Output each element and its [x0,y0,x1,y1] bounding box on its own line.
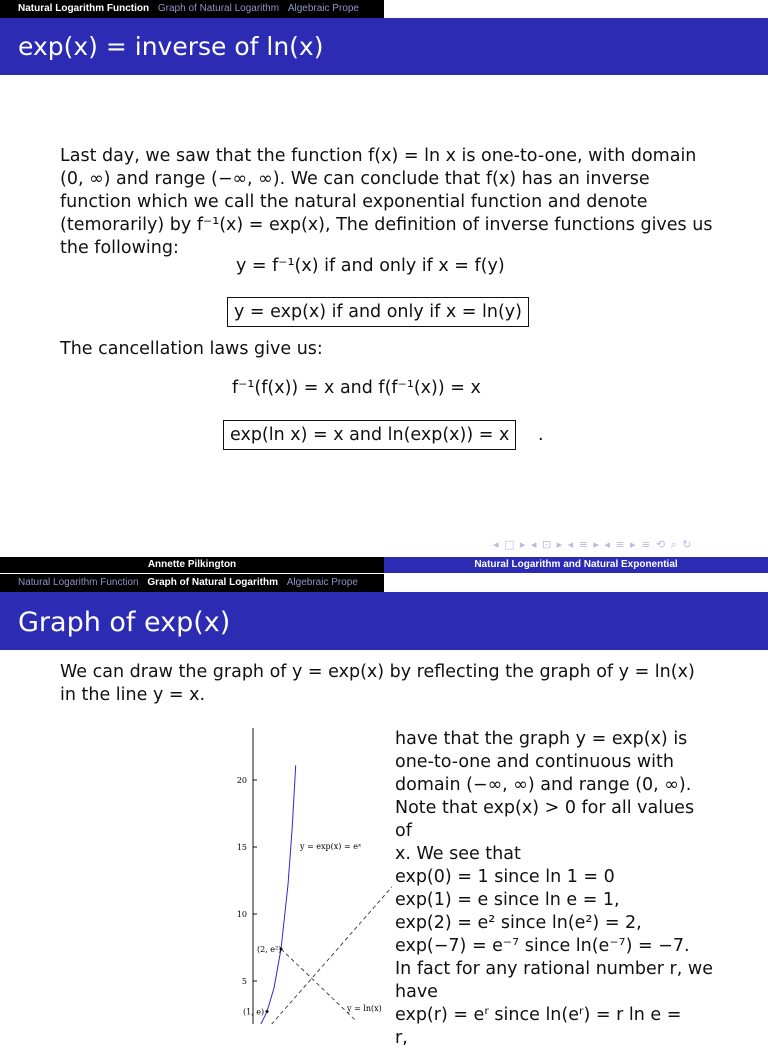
equation-cancellation-general: f⁻¹(f(x)) = x and f(f⁻¹(x)) = x [232,378,481,398]
exp-ln-graph [220,720,392,1024]
right-line: x. We see that [395,844,521,864]
nav-item-natural-log-function[interactable]: Natural Logarithm Function [18,577,139,588]
graph-point-label: (2, e²) [257,944,282,954]
slide2-right-text [395,728,715,1050]
nav-item-algebraic-properties[interactable]: Algebraic Prope [286,577,358,588]
right-line: have [395,982,438,1002]
line-y-equals-x [236,854,392,1024]
slide1-paragraph: Last day, we saw that the function f(x) = ln x is one-to-one, with domain (0, ∞) and range (−∞, ∞). We can conclude that f(x) has an inverse function which we call the natural exponential function and denote (temorarily) by f⁻¹(x) = exp(x), The definition of inverse functions gives us the following: [60,146,713,258]
slide1-nav [0,0,384,18]
right-line: one-to-one and continuous with [395,752,674,772]
reflection-line [281,949,356,1021]
cancellation-label: The cancellation laws give us: [60,339,323,359]
slide2-intro: We can draw the graph of y = exp(x) by reflecting the graph of y = ln(x) in the line y = x. [60,662,695,705]
slide1-title: exp(x) = inverse of ln(x) [0,18,768,75]
slide2-nav [0,574,384,592]
right-line: exp(0) = 1 since ln 1 = 0 [395,867,615,887]
slide2-title: Graph of exp(x) [0,592,768,650]
nav-item-graph-natural-log[interactable]: Graph of Natural Logarithm [157,3,280,14]
equation-inverse-definition: y = f⁻¹(x) if and only if x = f(y) [236,256,505,276]
y-tick-label: 5 [241,977,247,986]
y-tick-label: 10 [236,910,247,919]
footer-title: Natural Logarithm and Natural Exponential [384,557,768,573]
y-tick-label: 15 [236,843,247,852]
right-line: r, [395,1028,408,1048]
exp-curve [236,765,296,1024]
beamer-navigation-icons[interactable]: ◂ □ ▸ ◂ ⊡ ▸ ◂ ≡ ▸ ◂ ≡ ▸ ≡ ⟲ ⌕ ↻ [493,538,693,551]
ln-curve-label: y = ln(x) [347,1004,382,1013]
slide-footer [0,557,768,573]
right-line: Note that exp(x) > 0 for all values of [395,798,695,841]
nav-item-algebraic-properties[interactable]: Algebraic Prope [287,3,359,14]
exp-curve-label: y = exp(x) = eˣ [300,842,362,851]
nav-item-natural-log-function[interactable]: Natural Logarithm Function [18,3,150,14]
graph-point-label: (1, e) [243,1007,265,1017]
right-line: In fact for any rational number r, we [395,959,713,979]
right-line: domain (−∞, ∞) and range (0, ∞). [395,775,692,795]
y-tick-label: 20 [236,776,247,785]
right-line: have that the graph y = exp(x) is [395,729,688,749]
footer-author: Annette Pilkington [147,559,237,570]
right-line: exp(r) = eʳ since ln(eʳ) = r ln e = [395,1005,682,1025]
right-line: exp(2) = e² since ln(e²) = 2, [395,913,642,933]
nav-item-graph-natural-log[interactable]: Graph of Natural Logarithm [147,577,278,588]
equation-exp-definition-boxed: y = exp(x) if and only if x = ln(y) [227,297,529,327]
graph-point [266,1010,269,1013]
right-line: exp(−7) = e⁻⁷ since ln(e⁻⁷) = −7. [395,936,690,956]
equation-period: . [538,425,544,445]
equation-cancellation-boxed: exp(ln x) = x and ln(exp(x)) = x [223,420,516,450]
right-line: exp(1) = e since ln e = 1, [395,890,620,910]
